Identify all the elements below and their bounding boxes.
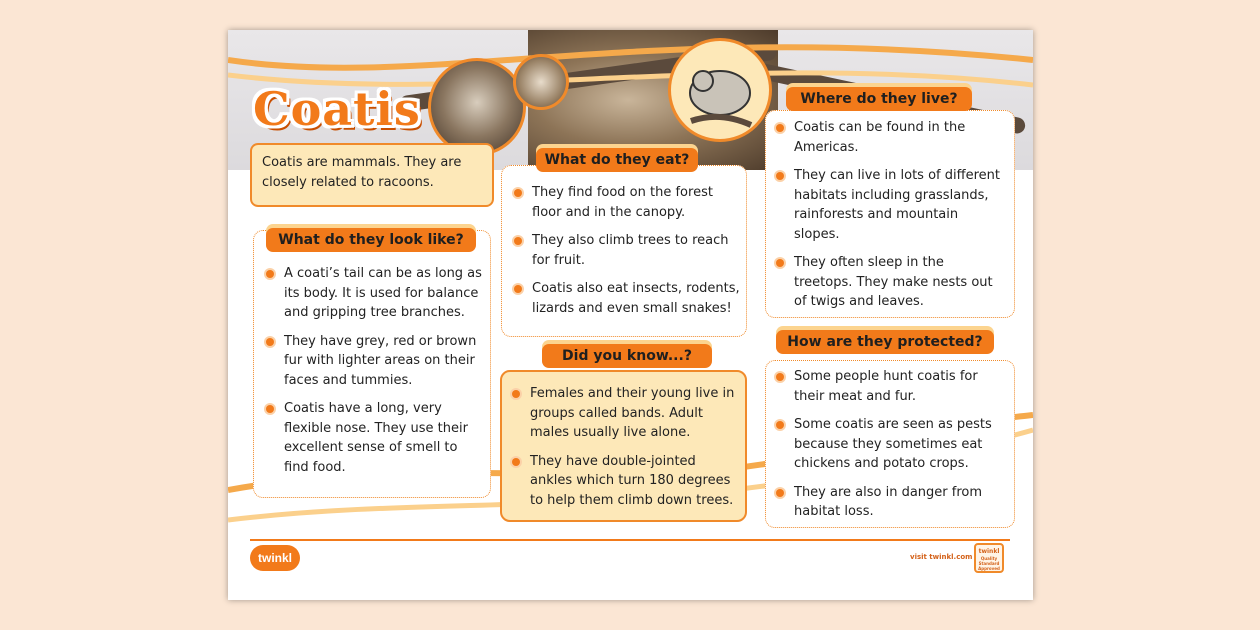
fact-sheet: [228, 30, 1033, 600]
badge-brand: twinkl: [978, 548, 1000, 555]
intro-box: Coatis are mammals. They are closely related to racoons.: [250, 143, 494, 207]
list-item: Some people hunt coatis for their meat and fur.: [770, 367, 1006, 406]
protected-section: [765, 334, 1015, 528]
list-item: Coatis have a long, very flexible nose. They use their excellent sense of smell to find food.: [260, 399, 482, 477]
badge-text: Quality Standard Approved: [978, 556, 1000, 571]
list-item: They can live in lots of different habitats including grasslands, rainforests and mountain slopes.: [770, 166, 1006, 244]
list-item: Coatis can be found in the Americas.: [770, 118, 1006, 157]
list-item: They find food on the forest floor and in the canopy.: [508, 183, 742, 222]
coati-face-photo-icon: [428, 58, 526, 156]
coati-peeking-photo-icon: [513, 54, 569, 110]
list-item: They are also in danger from habitat loss.: [770, 483, 1006, 522]
list-item: They have grey, red or brown fur with lighter areas on their faces and tummies.: [260, 332, 482, 391]
footer-divider: [250, 539, 1010, 541]
look-like-heading: [266, 228, 476, 252]
protected-heading: [776, 330, 994, 354]
look-like-heading-text: What do they look like?: [278, 232, 464, 248]
list-item: Coatis also eat insects, rodents, lizards and even small snakes!: [508, 279, 742, 318]
list-item: Some coatis are seen as pests because they sometimes eat chickens and potato crops.: [770, 415, 1006, 474]
list-item: They also climb trees to reach for fruit.: [508, 231, 742, 270]
eat-heading-text: What do they eat?: [544, 152, 690, 168]
list-item: They often sleep in the treetops. They make nests out of twigs and leaves.: [770, 253, 1006, 312]
twinkl-logo[interactable]: twinkl: [250, 545, 300, 571]
look-like-section: [253, 230, 491, 498]
did-you-know-heading: [542, 344, 712, 368]
protected-heading-text: How are they protected?: [787, 334, 983, 350]
did-you-know-section: [500, 348, 747, 522]
list-item: They have double-jointed ankles which turn 180 degrees to help them climb down trees.: [506, 452, 742, 511]
quality-badge: [974, 543, 1004, 573]
coati-sketch-illustration-icon: [668, 38, 772, 142]
where-live-heading: [786, 87, 972, 111]
footer-url[interactable]: visit twinkl.com: [910, 553, 973, 561]
eat-section: [501, 152, 747, 337]
where-live-section: [765, 91, 1015, 318]
eat-heading: [536, 148, 698, 172]
page-title: Coatis: [253, 82, 421, 136]
list-item: Females and their young live in groups called bands. Adult males usually live alone.: [506, 384, 742, 443]
where-live-heading-text: Where do they live?: [800, 91, 958, 107]
list-item: A coati’s tail can be as long as its body. It is used for balance and gripping tree branches.: [260, 264, 482, 323]
did-you-know-heading-text: Did you know...?: [562, 348, 692, 364]
